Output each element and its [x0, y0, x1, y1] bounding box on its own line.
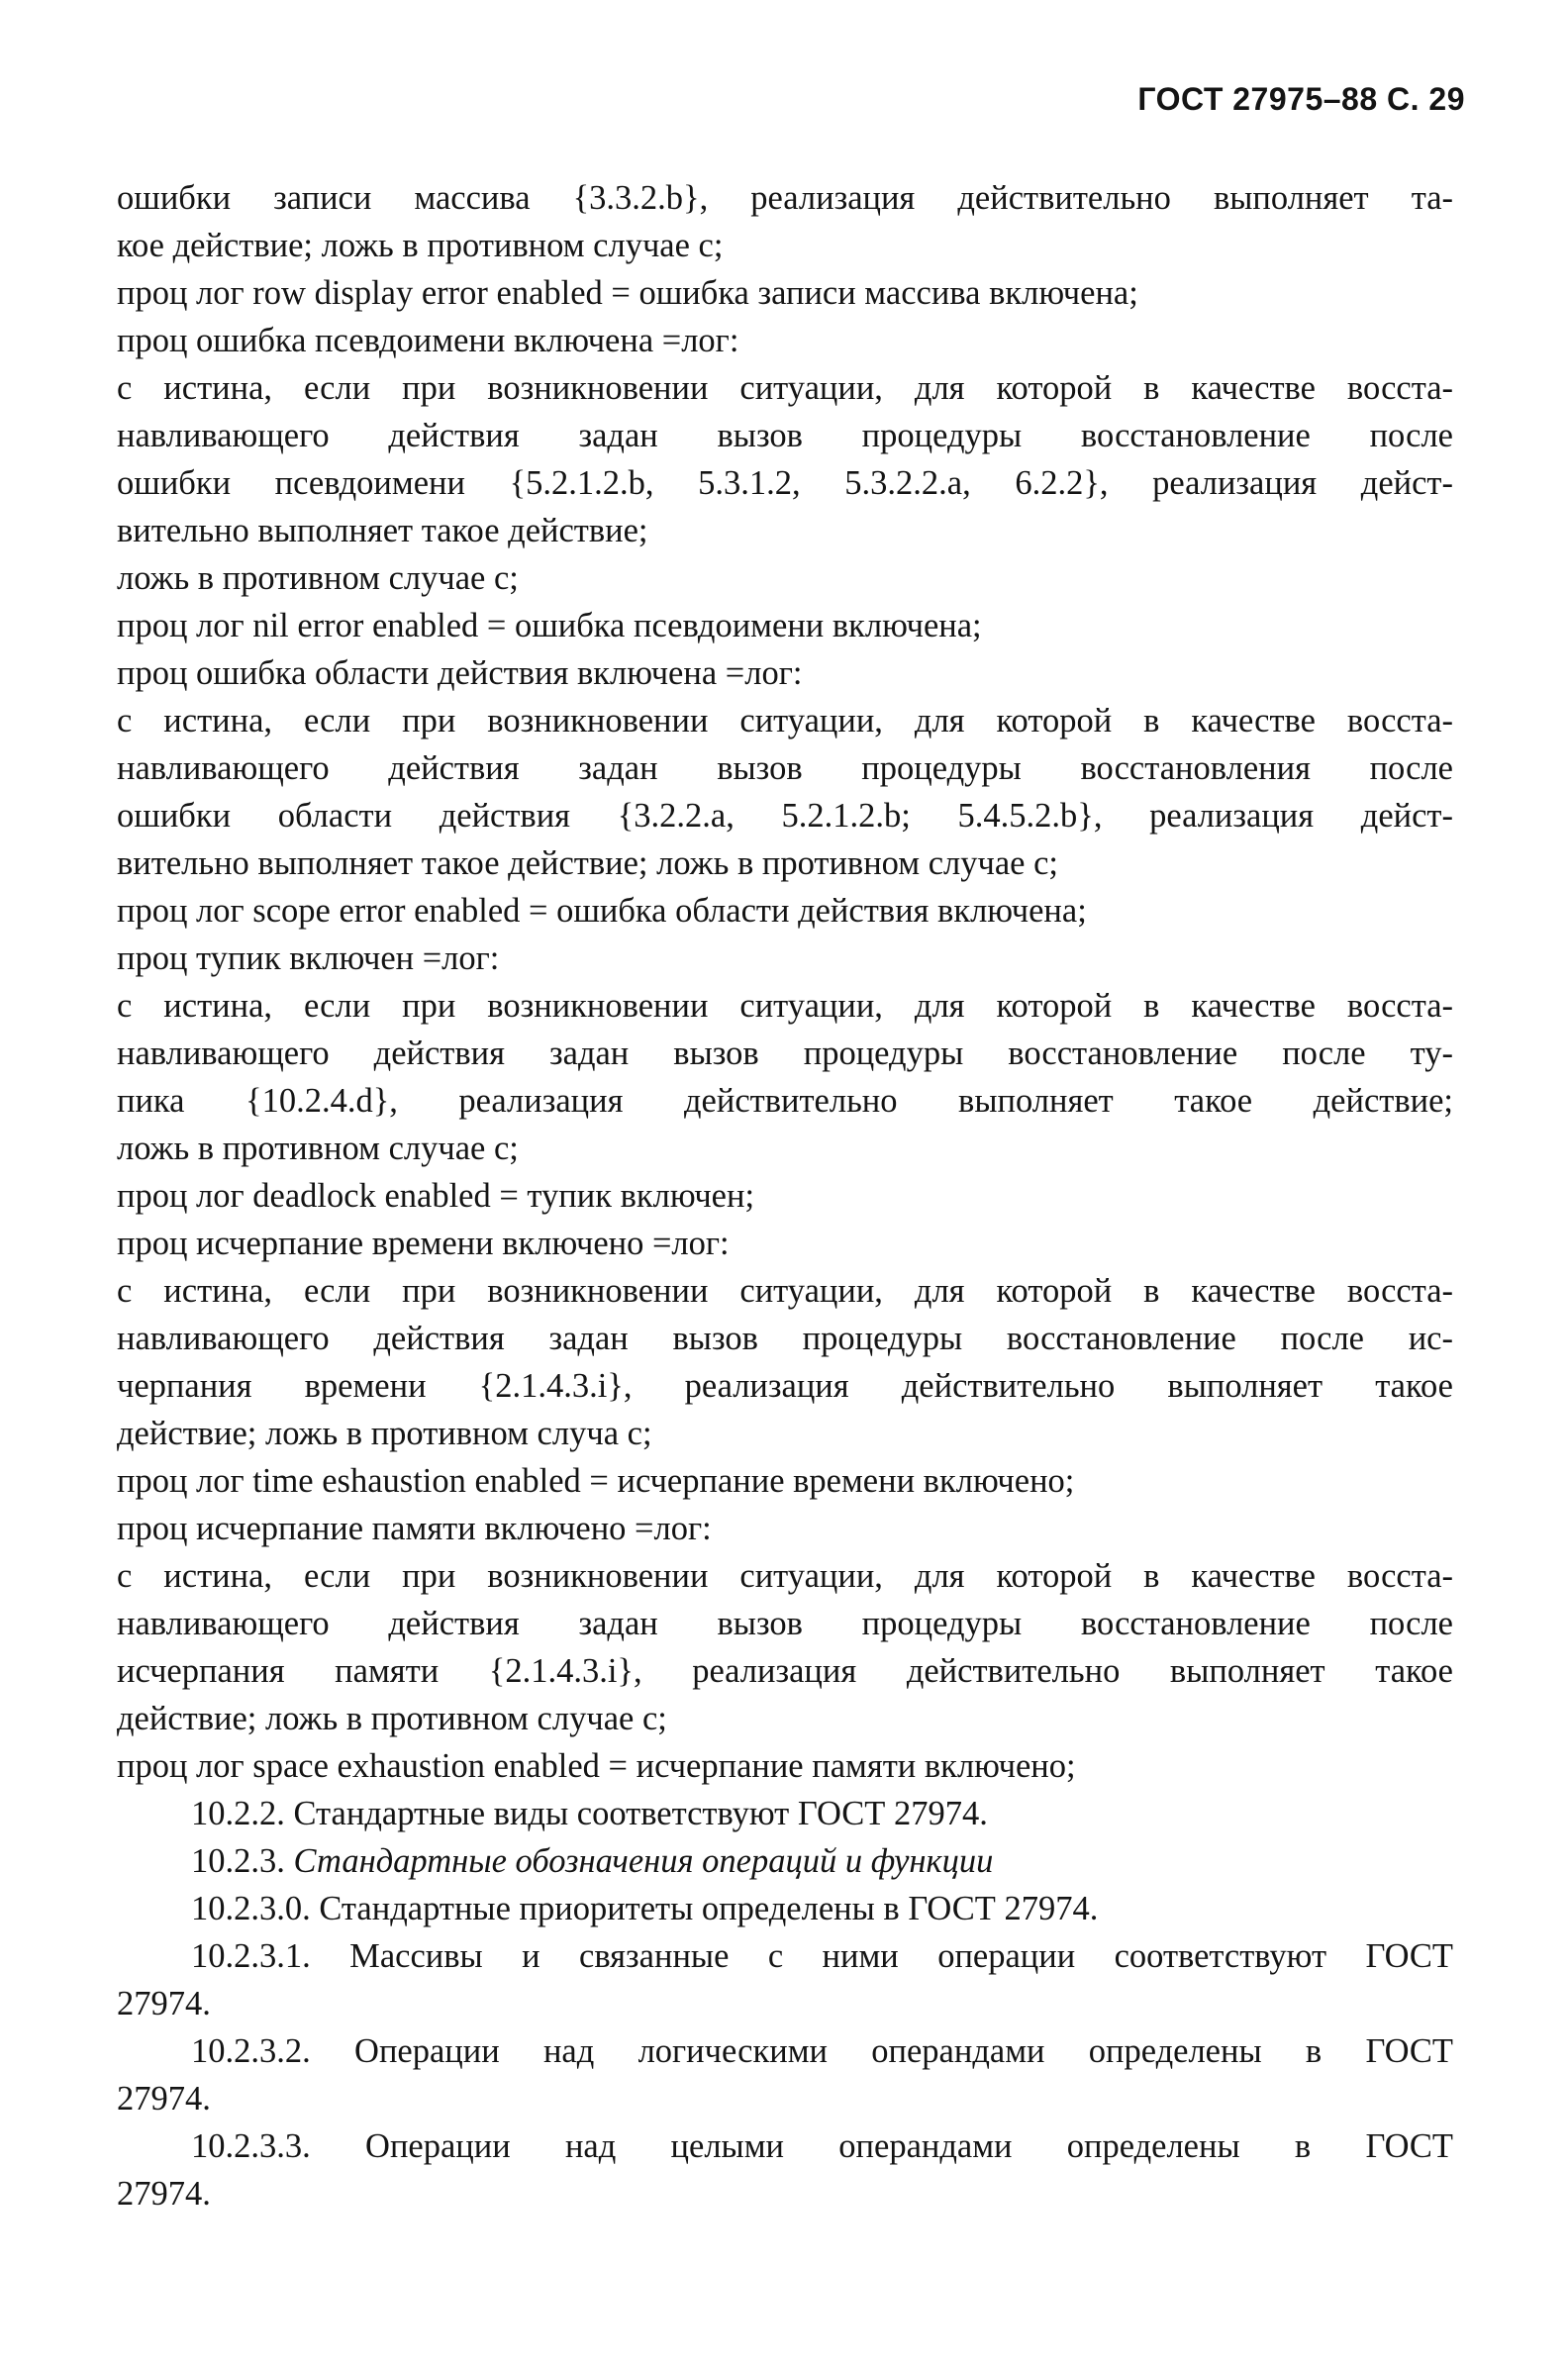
text-line: с истина, если при возникновении ситуации, для которой в качестве восста-: [117, 369, 1453, 407]
text-line: кое действие; ложь в противном случае с;: [117, 227, 724, 264]
section-10-2-3-0: 10.2.3.0. Стандартные приоритеты определены в ГОСТ 27974.: [191, 1890, 1099, 1927]
section-10-2-3-3: 10.2.3.3. Операции над целыми операндами определены в ГОСТ: [191, 2127, 1453, 2165]
text-line: проц лог space exhaustion enabled = исчерпание памяти включено;: [117, 1747, 1076, 1785]
text-line: ложь в противном случае с;: [117, 559, 519, 597]
text-line: ошибки области действия {3.2.2.a, 5.2.1.2.b; 5.4.5.2.b}, реализация дейст-: [117, 797, 1453, 835]
text-line: проц лог row display error enabled = ошибка записи массива включена;: [117, 274, 1138, 312]
section-number: 10.2.3.: [191, 1842, 285, 1880]
text-line: проц лог nil error enabled = ошибка псевдоимени включена;: [117, 607, 982, 644]
text-line: вительно выполняет такое действие; ложь в противном случае с;: [117, 844, 1058, 882]
section-10-2-3-2: 10.2.3.2. Операции над логическими операндами определены в ГОСТ: [191, 2032, 1453, 2070]
text-line: проц лог time eshaustion enabled = исчерпание времени включено;: [117, 1462, 1075, 1500]
text-line: пика {10.2.4.d}, реализация действительно выполняет такое действие;: [117, 1082, 1453, 1120]
text-line: действие; ложь в противном случа с;: [117, 1415, 652, 1452]
running-header: ГОСТ 27975–88 С. 29: [1137, 81, 1465, 117]
text-line: ошибки записи массива {3.3.2.b}, реализация действительно выполняет та-: [117, 179, 1453, 217]
text-line: проц исчерпание памяти включено =лог:: [117, 1510, 712, 1547]
text-line: навливающего действия задан вызов процедуры восстановление после: [117, 1605, 1453, 1642]
text-line: проц ошибка псевдоимени включена =лог:: [117, 322, 739, 359]
text-line: ложь в противном случае с;: [117, 1130, 519, 1167]
text-line: исчерпания памяти {2.1.4.3.i}, реализация действительно выполняет такое: [117, 1652, 1453, 1690]
text-line: черпания времени {2.1.4.3.i}, реализация действительно выполняет такое: [117, 1367, 1453, 1405]
section-title: Стандартные обозначения операций и функции: [293, 1842, 994, 1880]
text-line: навливающего действия задан вызов процедуры восстановление после ис-: [117, 1320, 1453, 1357]
text-line: с истина, если при возникновении ситуации, для которой в качестве восста-: [117, 987, 1453, 1025]
text-line: навливающего действия задан вызов процедуры восстановления после: [117, 749, 1453, 787]
text-line: навливающего действия задан вызов процедуры восстановление после ту-: [117, 1035, 1453, 1072]
text-line: проц исчерпание времени включено =лог:: [117, 1225, 730, 1262]
text-line: проц ошибка области действия включена =лог:: [117, 654, 803, 692]
text-line: с истина, если при возникновении ситуации, для которой в качестве восста-: [117, 702, 1453, 739]
section-10-2-3-2-cont: 27974.: [117, 2080, 211, 2118]
text-line: ошибки псевдоимени {5.2.1.2.b, 5.3.1.2, 5.3.2.2.a, 6.2.2}, реализация дейст-: [117, 464, 1453, 502]
section-10-2-3-heading: [117, 1837, 1453, 1885]
text-line: навливающего действия задан вызов процедуры восстановление после: [117, 417, 1453, 454]
document-body: [117, 174, 1453, 2217]
text-line: проц лог deadlock enabled = тупик включен;: [117, 1177, 755, 1215]
section-10-2-2: 10.2.2. Стандартные виды соответствуют ГОСТ 27974.: [191, 1795, 988, 1832]
text-line: с истина, если при возникновении ситуации, для которой в качестве восста-: [117, 1272, 1453, 1310]
section-10-2-3-1: 10.2.3.1. Массивы и связанные с ними операции соответствуют ГОСТ: [191, 1937, 1453, 1975]
text-line: проц лог scope error enabled = ошибка области действия включена;: [117, 892, 1087, 930]
text-line: проц тупик включен =лог:: [117, 939, 500, 977]
section-10-2-3-3-cont: 27974.: [117, 2175, 211, 2213]
text-line: действие; ложь в противном случае с;: [117, 1700, 667, 1737]
text-line: вительно выполняет такое действие;: [117, 512, 648, 549]
text-line: с истина, если при возникновении ситуации, для которой в качестве восста-: [117, 1557, 1453, 1595]
section-10-2-3-1-cont: 27974.: [117, 1985, 211, 2022]
